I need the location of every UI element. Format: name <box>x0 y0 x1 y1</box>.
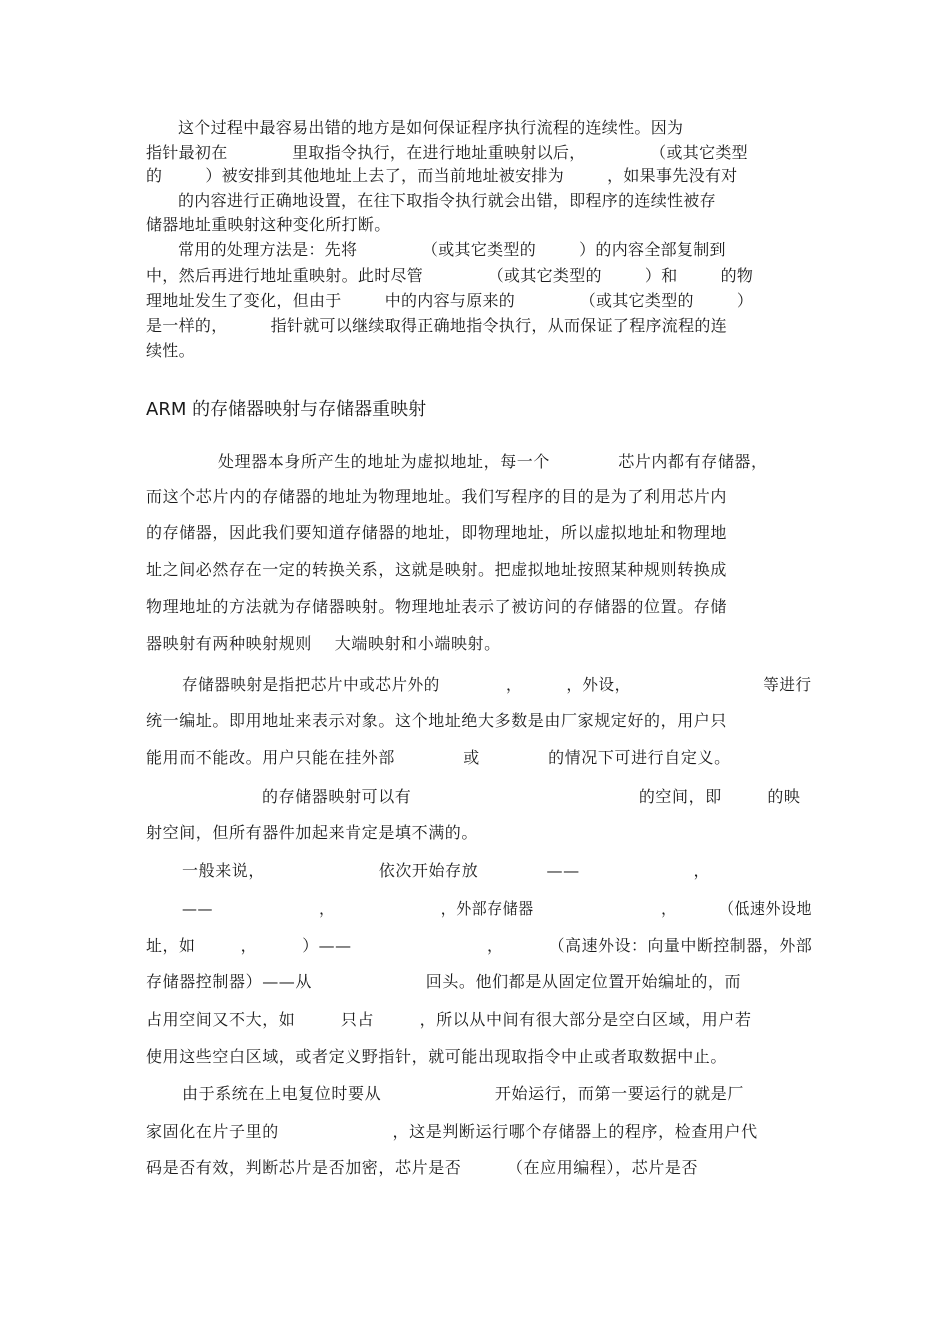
paragraph-line: 这个过程中最容易出错的地方是如何保证程序执行流程的连续性。因为 <box>178 118 684 137</box>
paragraph-line: 指针最初在 里取指令执行，在进行地址重映射以后， （或其它类型 <box>146 143 748 162</box>
paragraph-line: 址，如 ， ）—— ， （高速外设：向量中断控制器，外部 <box>146 936 813 955</box>
paragraph-line: 址之间必然存在一定的转换关系，这就是映射。把虚拟地址按照某种规则转换成 <box>146 560 728 579</box>
paragraph-line: 存储器映射是指把芯片中或芯片外的 ， ，外设， 等进行 <box>182 675 812 694</box>
paragraph-line: 由于系统在上电复位时要从 开始运行，而第一要运行的就是厂 <box>182 1084 744 1103</box>
paragraph-line: 能用而不能改。用户只能在挂外部 或 的情况下可进行自定义。 <box>146 748 731 767</box>
paragraph-line: 器映射有两种映射规则 大端映射和小端映射。 <box>146 634 501 653</box>
paragraph-line: 的 ）被安排到其他地址上去了，而当前地址被安排为 ，如果事先没有对 <box>146 166 738 185</box>
paragraph-line: 理地址发生了变化，但由于 中的内容与原来的 （或其它类型的 ） <box>146 291 754 310</box>
paragraph-line: 中，然后再进行地址重映射。此时尽管 （或其它类型的 ）和 的物 <box>146 266 754 285</box>
paragraph-line: 的存储器，因此我们要知道存储器的地址，即物理地址，所以虚拟地址和物理地 <box>146 523 728 542</box>
paragraph-line: 而这个芯片内的存储器的地址为物理地址。我们写程序的目的是为了利用芯片内 <box>146 487 728 506</box>
paragraph-line: 续性。 <box>146 341 195 360</box>
paragraph-line: 处理器本身所产生的地址为虚拟地址，每一个 芯片内都有存储器， <box>218 452 768 471</box>
paragraph-line: 的存储器映射可以有 的空间，即 的映 <box>262 787 801 806</box>
paragraph-line: 码是否有效，判断芯片是否加密，芯片是否 （在应用编程），芯片是否 <box>146 1158 699 1177</box>
paragraph-line: 的内容进行正确地设置，在往下取指令执行就会出错，即程序的连续性被存 <box>178 191 716 210</box>
paragraph-line: 储器地址重映射这种变化所打断。 <box>146 215 391 234</box>
paragraph-line: 一般来说， 依次开始存放 —— ， <box>182 861 711 880</box>
paragraph-line: 占用空间又不大，如 只占 ，所以从中间有很大部分是空白区域，用户若 <box>146 1010 752 1029</box>
paragraph-line: 常用的处理方法是：先将 （或其它类型的 ）的内容全部复制到 <box>178 240 726 259</box>
paragraph-line: 统一编址。即用地址来表示对象。这个地址绝大多数是由厂家规定好的，用户只 <box>146 711 728 730</box>
section-heading: ARM 的存储器映射与存储器重映射 <box>146 399 427 420</box>
paragraph-line: 是一样的， 指针就可以继续取得正确地指令执行，从而保证了程序流程的连 <box>146 316 727 335</box>
paragraph-line: 存储器控制器）——从 回头。他们都是从固定位置开始编址的，而 <box>146 972 742 991</box>
paragraph-line: 使用这些空白区域，或者定义野指针，就可能出现取指令中止或者取数据中止。 <box>146 1047 728 1066</box>
paragraph-line: 射空间，但所有器件加起来肯定是填不满的。 <box>146 823 479 842</box>
paragraph-line: —— ， ，外部存储器 ， （低速外设地 <box>182 899 812 918</box>
paragraph-line: 家固化在片子里的 ，这是判断运行哪个存储器上的程序，检查用户代 <box>146 1122 758 1141</box>
paragraph-line: 物理地址的方法就为存储器映射。物理地址表示了被访问的存储器的位置。存储 <box>146 597 728 616</box>
